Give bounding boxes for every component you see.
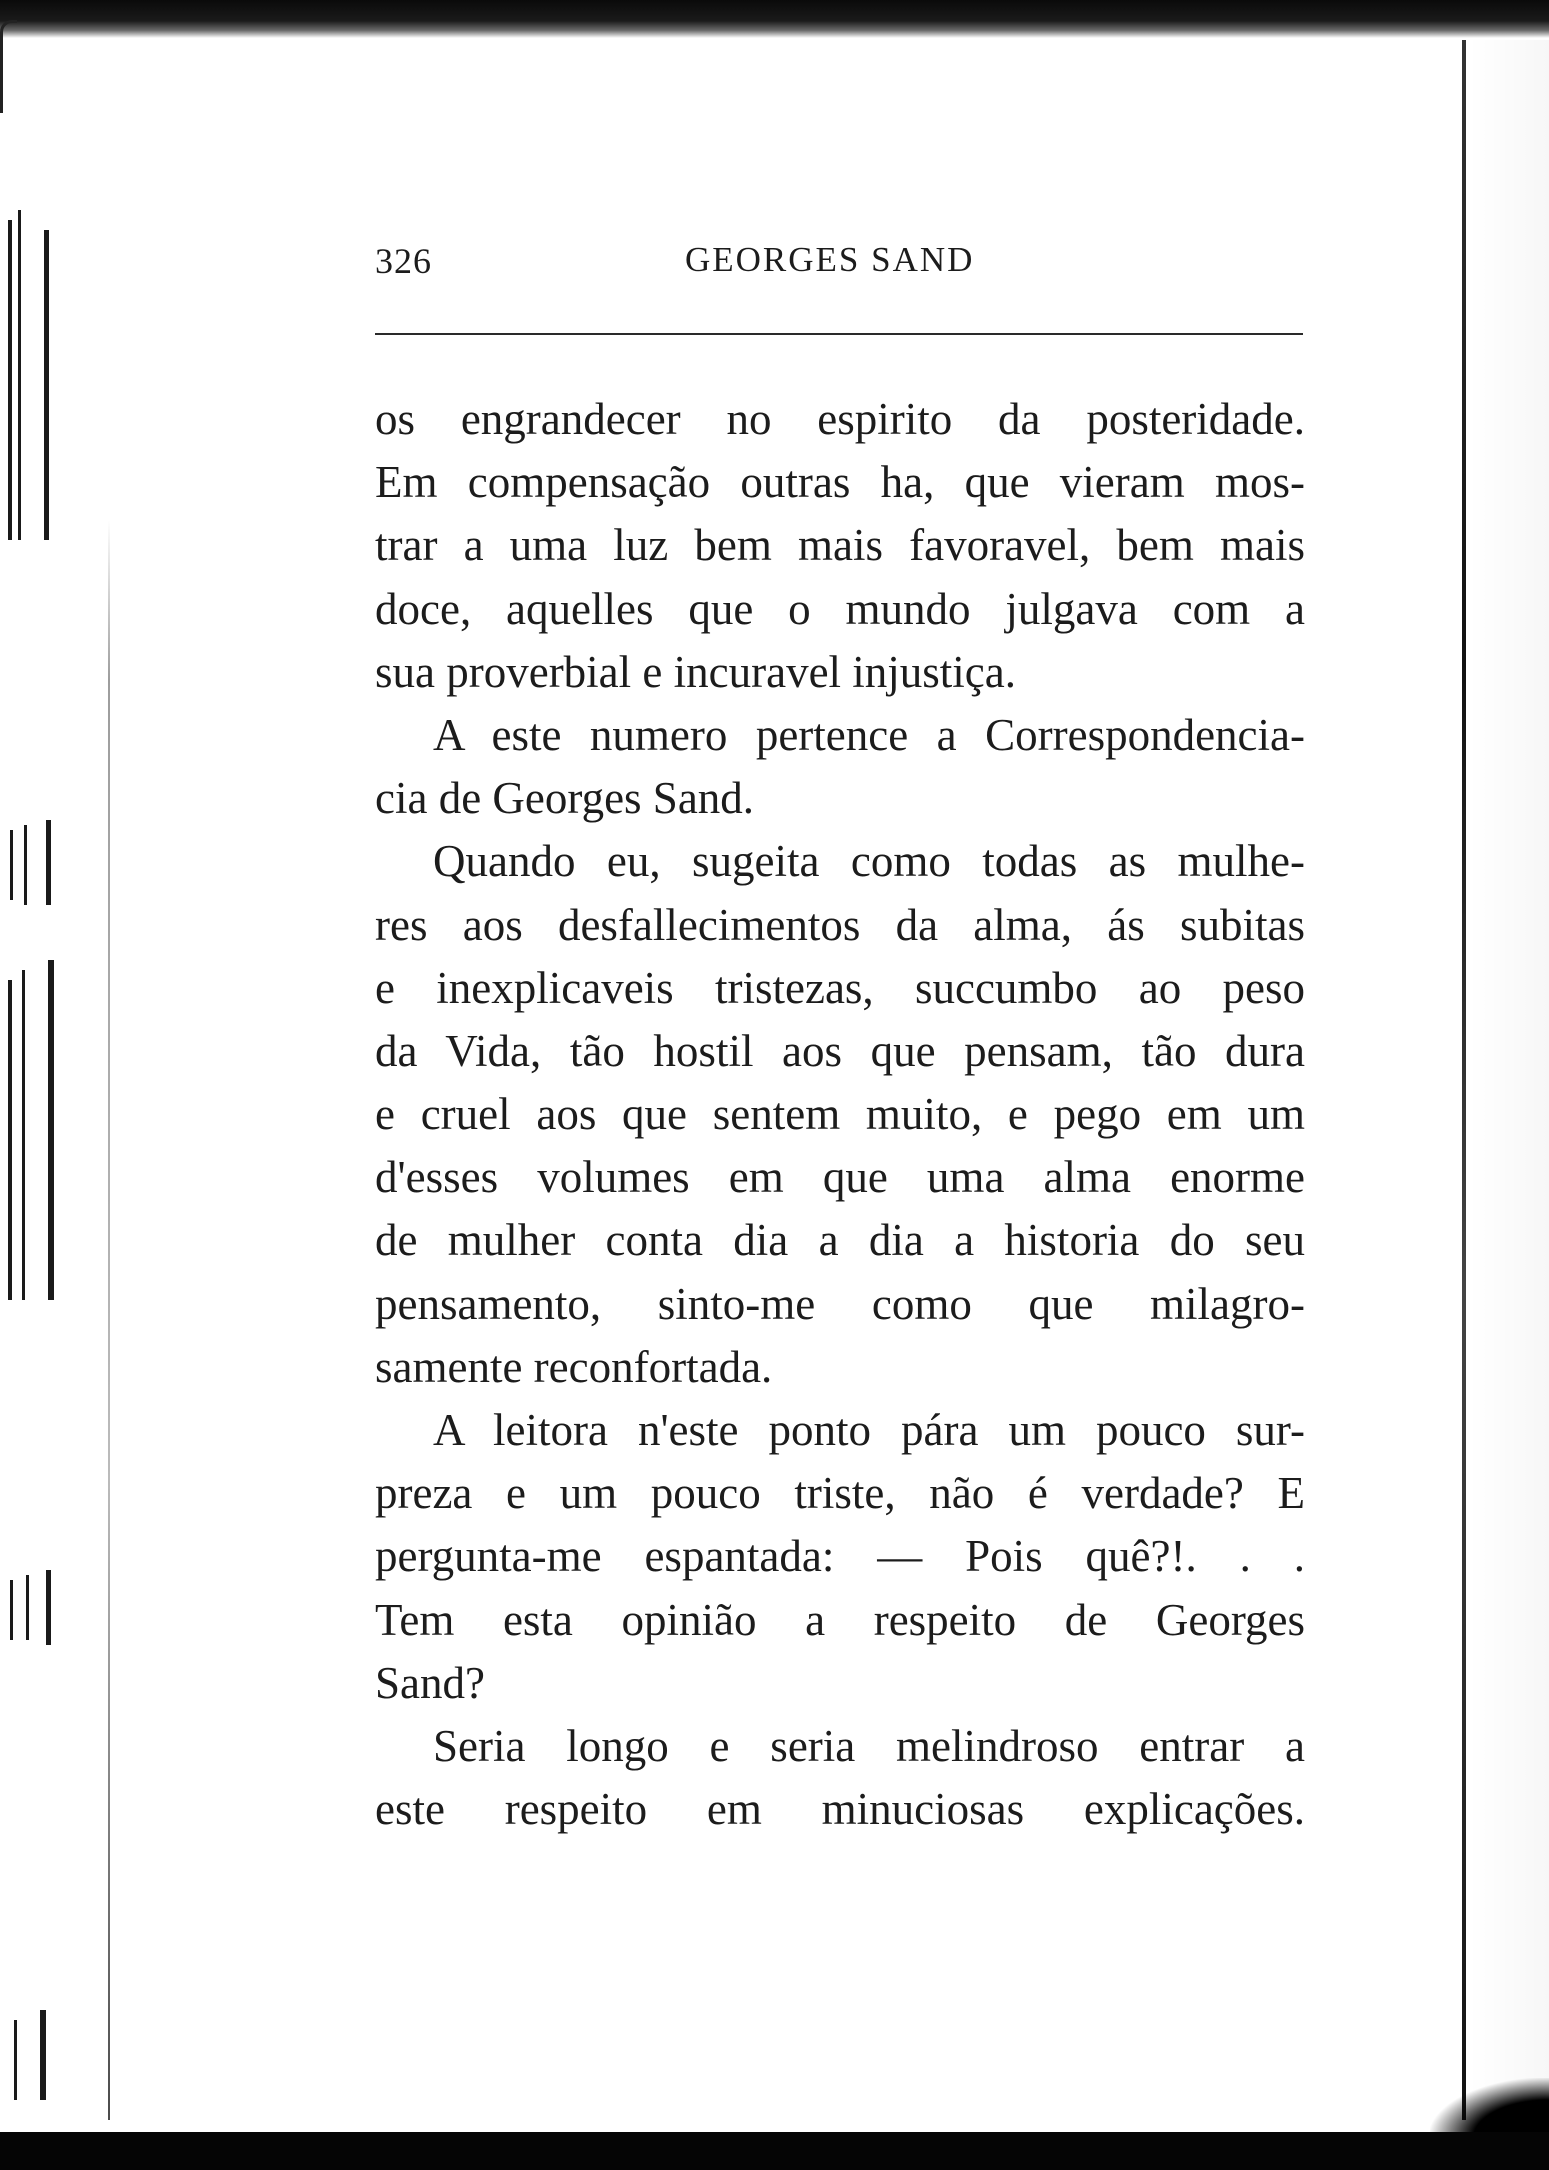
text-line: sua proverbial e incuravel injustiça. xyxy=(375,646,1017,697)
scan-right-shadow xyxy=(1468,40,1549,2130)
text-line: e inexplicaveis tristezas, succumbo ao peso xyxy=(375,962,1305,1013)
text-line: os engrandecer no espirito da posteridade. xyxy=(375,394,1305,444)
running-head: GEORGES SAND xyxy=(685,240,975,279)
text-line: cia de Georges Sand. xyxy=(375,773,755,824)
body-text xyxy=(375,388,1305,1841)
scan-right-edge xyxy=(1462,40,1466,2120)
header-rule xyxy=(375,333,1303,335)
text-line: trar a uma luz bem mais favoravel, bem mais xyxy=(375,520,1305,571)
page-number: 326 xyxy=(375,241,432,281)
text-line: e cruel aos que sentem muito, e pego em um xyxy=(375,1089,1305,1140)
text-line: pergunta-me espantada: — Pois quê?!. . . xyxy=(375,1531,1305,1582)
text-line: Quando eu, sugeita como todas as mulhe- xyxy=(433,836,1305,887)
text-line: Em compensação outras ha, que vieram mos- xyxy=(375,457,1305,508)
text-line: A leitora n'este ponto pára um pouco sur- xyxy=(433,1405,1305,1455)
text-line: pensamento, sinto-me como que milagro- xyxy=(375,1278,1305,1329)
text-line: doce, aquelles que o mundo julgava com a xyxy=(375,583,1305,634)
text-line: A este numero pertence a Correspondencia- xyxy=(433,709,1305,760)
scan-bottom-curl xyxy=(1430,2078,1549,2138)
text-line: preza e um pouco triste, não é verdade? E xyxy=(375,1468,1305,1519)
text-line: samente reconfortada. xyxy=(375,1341,773,1392)
scan-gutter-line xyxy=(108,520,110,2120)
scan-bottom-edge xyxy=(0,2132,1549,2170)
text-line: da Vida, tão hostil aos que pensam, tão dura xyxy=(375,1025,1305,1076)
scan-top-edge xyxy=(0,0,1549,38)
text-line: Tem esta opinião a respeito de Georges xyxy=(375,1594,1305,1645)
scan-left-binding-marks xyxy=(0,200,60,2100)
text-line: Seria longo e seria melindroso entrar a xyxy=(433,1720,1305,1771)
text-line: res aos desfallecimentos da alma, ás subitas xyxy=(375,899,1305,950)
text-line: este respeito em minuciosas explicações. xyxy=(375,1784,1305,1835)
text-line: Sand? xyxy=(375,1657,485,1708)
text-line: d'esses volumes em que uma alma enorme xyxy=(375,1152,1305,1203)
text-line: de mulher conta dia a dia a historia do seu xyxy=(375,1215,1305,1266)
scan-top-corner xyxy=(0,20,17,113)
page-header xyxy=(375,240,1305,290)
